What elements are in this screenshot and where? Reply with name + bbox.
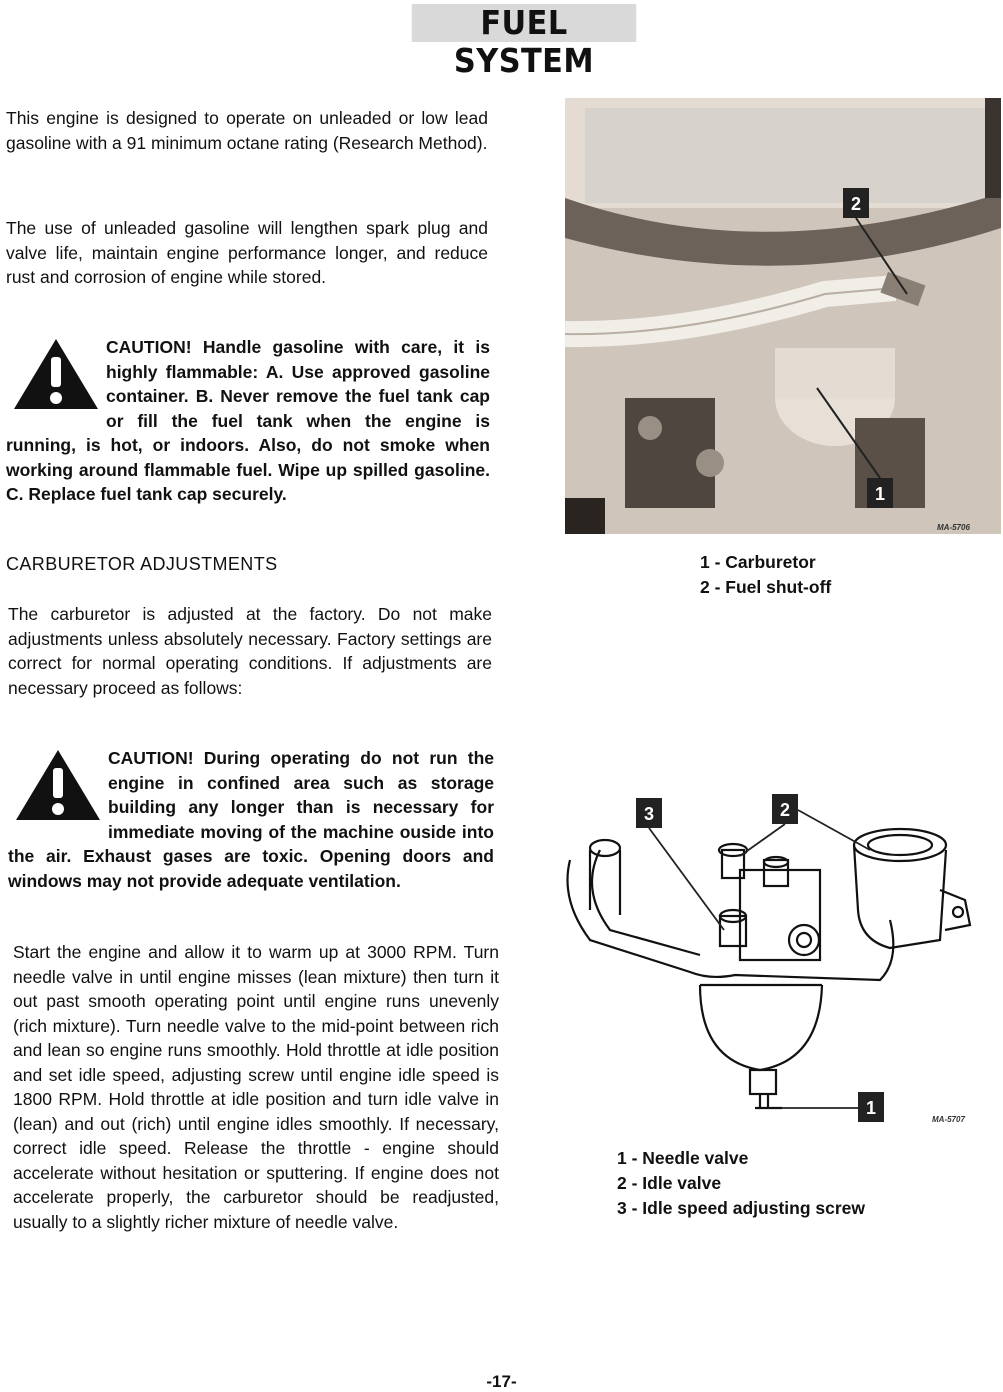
caution-1-text: CAUTION! Handle gasoline with care, it is highly flammable: A. Use approved gasoline container. B. Never remove the fuel tank cap or fill the fuel tank when the engine is running, is hot, or indoors. Also, do not smoke when working around flammable fuel. Wipe up spilled gasoline. C. Replace fuel tank cap securely. [6, 337, 490, 504]
figure-1-legend [700, 550, 831, 600]
photo-ref-code: MA-5706 [937, 523, 970, 532]
caution-2-text: CAUTION! During operating do not run the engine in confined area such as storage building any longer than is necessary for immediate moving of the machine ouside into the air. Exhaust gases are toxic. Opening doors and windows may not provide adequate ventilation. [8, 748, 494, 891]
carburetor-adjustments-heading: CARBURETOR ADJUSTMENTS [6, 554, 278, 574]
diagram-callout-2: 2 [779, 800, 791, 820]
warning-triangle-icon [8, 746, 104, 822]
diagram-callout-3: 3 [643, 804, 655, 824]
carburetor-procedure: Start the engine and allow it to warm up at 3000 RPM. Turn needle valve in until engine misses (lean mixture) then turn it out past smooth operating point until engine runs unevenly (rich mixture). Turn needle valve to the mid-point between rich and lean so engine runs smoothly. Hold throttle at idle position and set idle speed, adjusting screw until engine idle speed is 1800 RPM. Hold throttle at idle position and turn idle valve in (lean) and out (rich) until engine idles smoothly. If necessary, correct idle speed. Release the throttle - engine should accelerate without hesitation or sputtering. If engine does not accelerate properly, the carburetor should be readjusted, usually to a slightly richer mixture of needle valve. [13, 942, 499, 1232]
legend-item: 1 - Needle valve [617, 1148, 749, 1168]
legend-item: 2 - Idle valve [617, 1173, 722, 1193]
diagram-callout-1: 1 [865, 1098, 877, 1118]
page-number: -17- [486, 1372, 517, 1391]
photo-callout-2: 2 [850, 194, 862, 214]
intro-paragraph-2: The use of unleaded gasoline will lengthen spark plug and valve life, maintain engine performance longer, and reduce rust and corrosion of engine while stored. [6, 218, 488, 287]
diagram-ref-code: MA-5707 [932, 1115, 965, 1124]
legend-item: 2 - Fuel shut-off [700, 577, 832, 597]
carburetor-diagram [560, 790, 965, 1130]
legend-item: 1 - Carburetor [700, 552, 816, 572]
figure-2-legend [617, 1146, 865, 1221]
warning-triangle-icon [6, 335, 102, 411]
carburetor-paragraph: The carburetor is adjusted at the factory. Do not make adjustments unless absolutely necessary. Factory settings are correct for normal operating conditions. If adjustments are necessary proceed as follows: [8, 604, 492, 698]
page-title: FUEL SYSTEM [412, 4, 636, 42]
caution-block-1 [6, 335, 490, 507]
photo-callout-1: 1 [874, 484, 886, 504]
carburetor-photo [565, 98, 1001, 534]
legend-item: 3 - Idle speed adjusting screw [617, 1198, 865, 1218]
intro-paragraph-1: This engine is designed to operate on unleaded or low lead gasoline with a 91 minimum octane rating (Research Method). [6, 108, 488, 153]
caution-block-2 [8, 746, 494, 893]
